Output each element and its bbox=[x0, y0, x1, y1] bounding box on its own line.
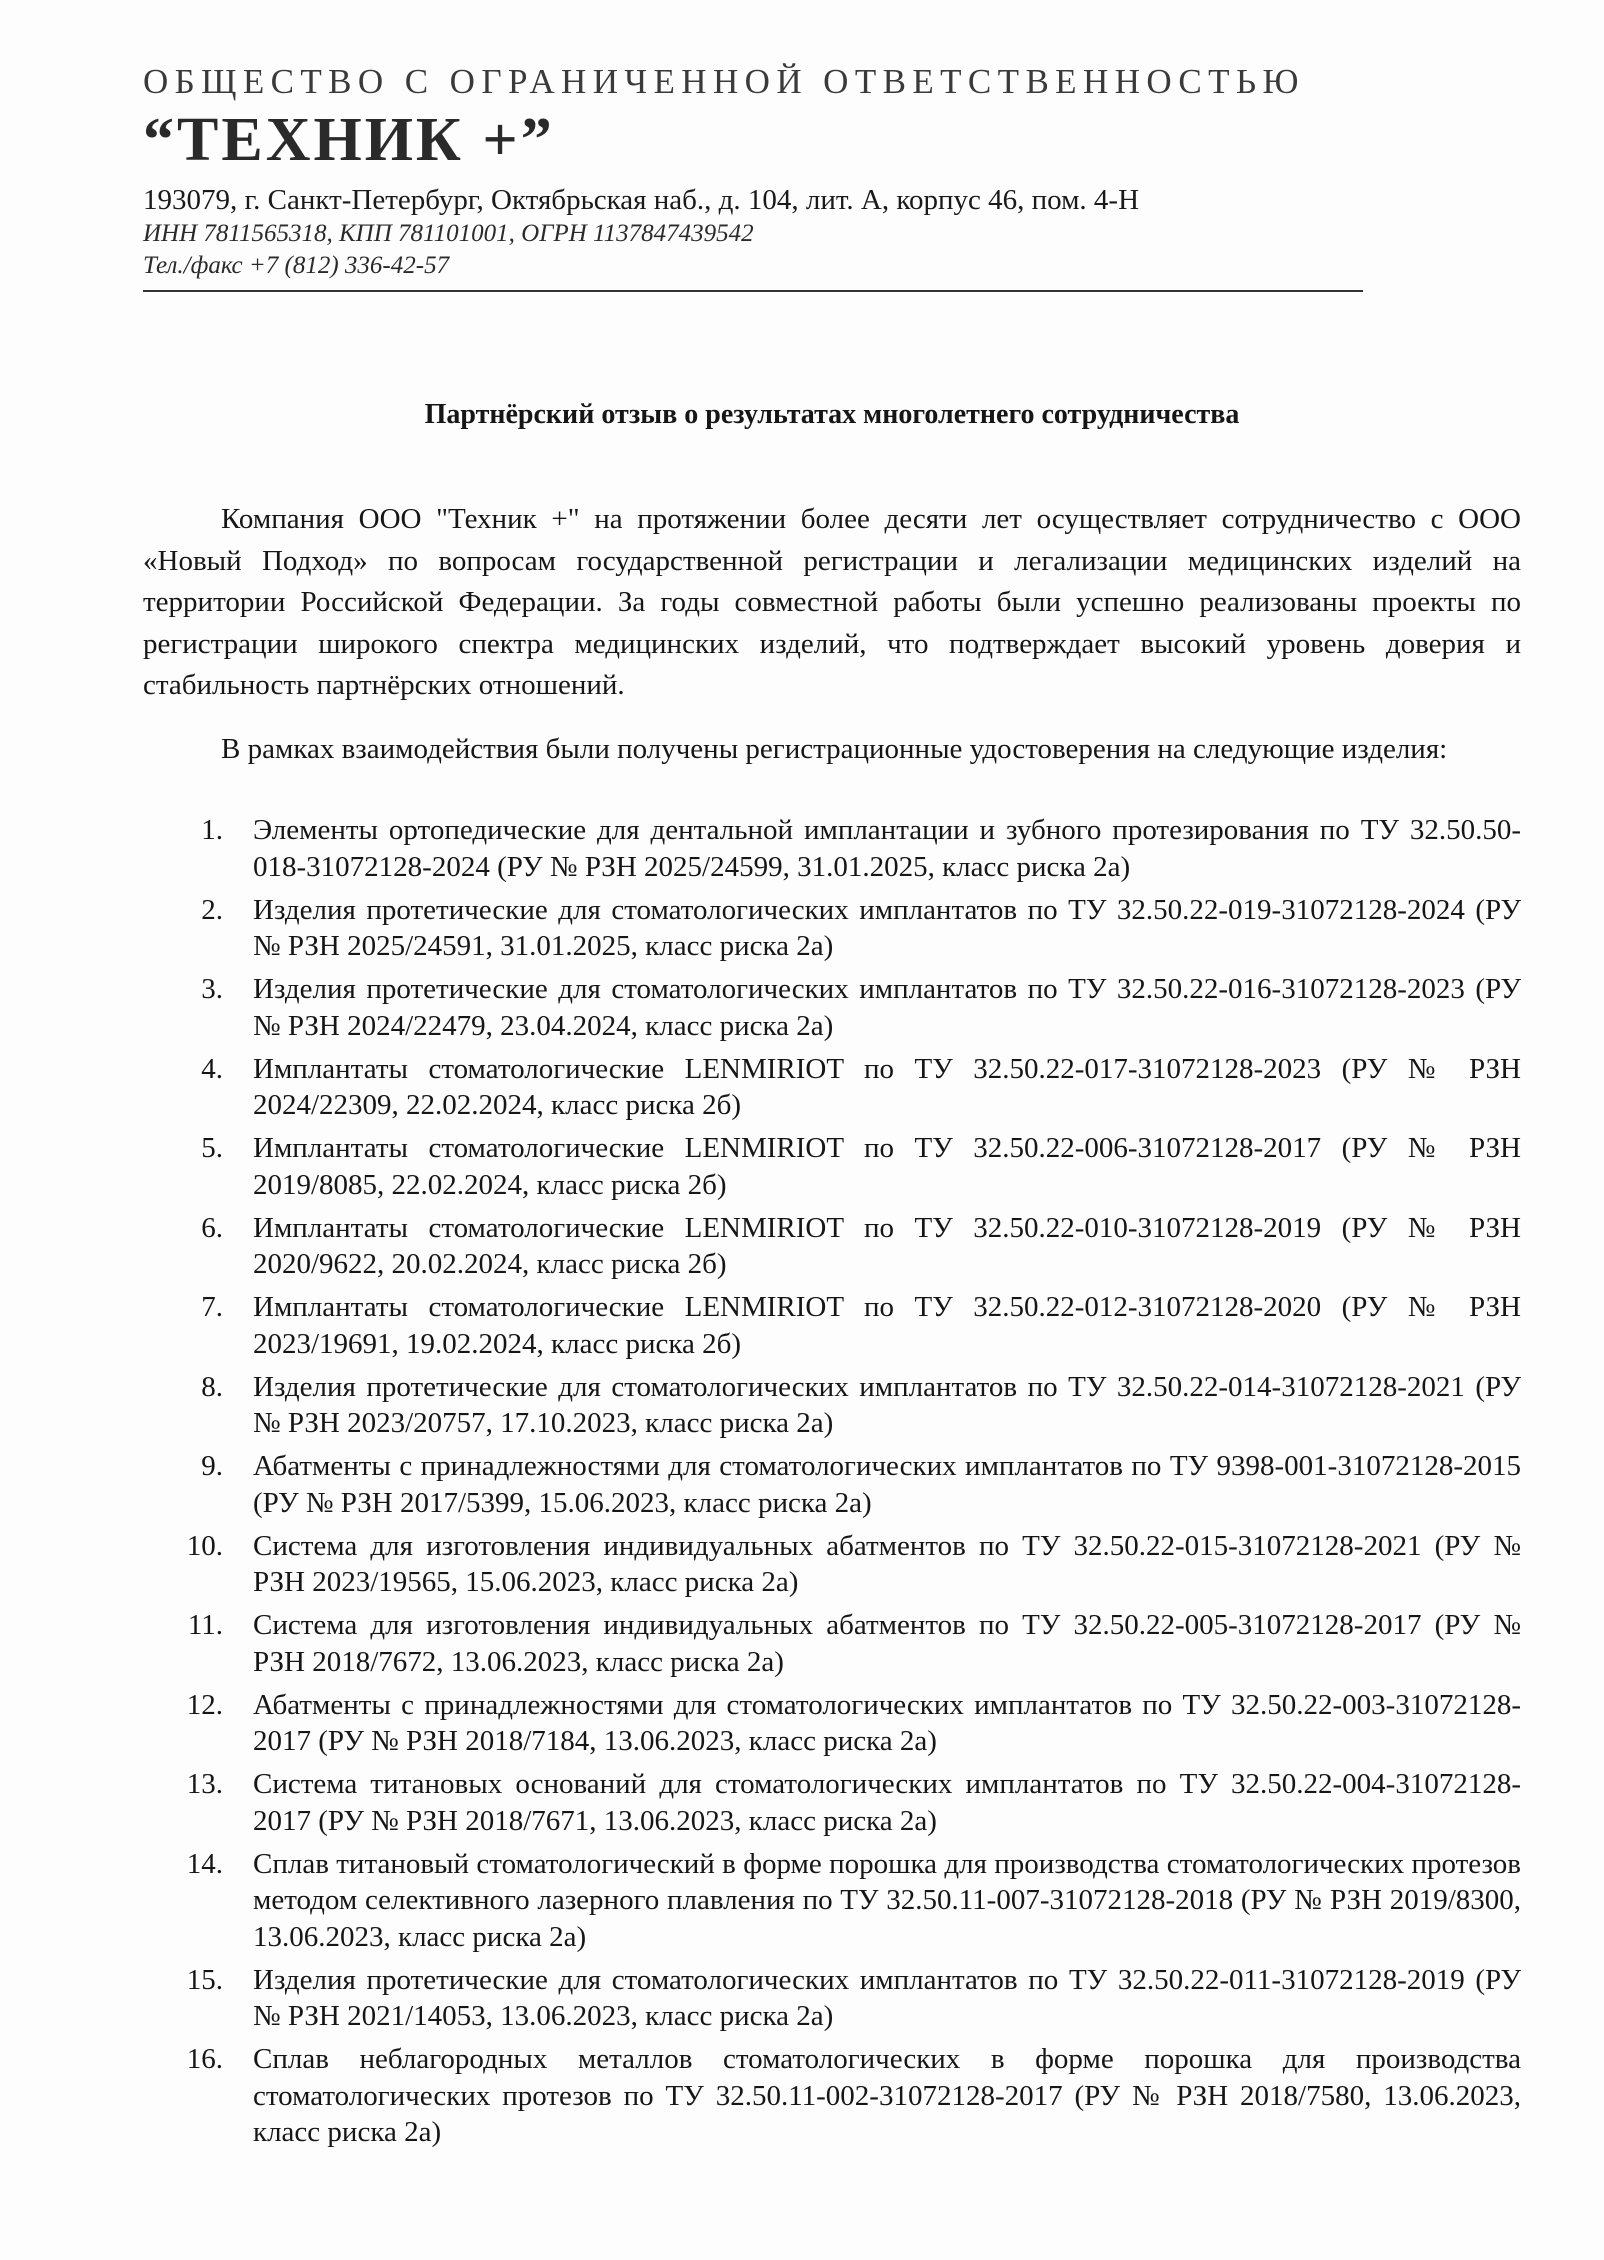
list-item-number: 12. bbox=[186, 1688, 223, 1721]
list-item bbox=[143, 1687, 1521, 1760]
list-intro-paragraph: В рамках взаимодействия были получены регистрационные удостоверения на следующие изделия: bbox=[221, 733, 1448, 765]
list-item bbox=[143, 2041, 1521, 2151]
list-item-number: 5. bbox=[201, 1132, 223, 1164]
list-item-number: 15. bbox=[186, 1963, 223, 1996]
list-item-number: 7. bbox=[201, 1291, 223, 1323]
list-item-text: Имплантаты стоматологические LENMIRIOT по ТУ 32.50.22-012-31072128-2020 (РУ № РЗН 2023/19691, 19.02.2024, класс риска 2б) bbox=[253, 1291, 1521, 1360]
list-item bbox=[143, 1528, 1521, 1601]
list-item-text: Изделия протетические для стоматологических имплантатов по ТУ 32.50.22-014-31072128-2021 (РУ № РЗН 2023/20757, 17.10.2023, класс риска 2а) bbox=[253, 1370, 1521, 1439]
org-type-line: ОБЩЕСТВО С ОГРАНИЧЕННОЙ ОТВЕТСТВЕННОСТЬЮ bbox=[143, 62, 1305, 101]
list-item bbox=[143, 1448, 1521, 1521]
list-item bbox=[143, 1766, 1521, 1839]
list-item bbox=[143, 1051, 1521, 1124]
list-item-text: Изделия протетические для стоматологических имплантатов по ТУ 32.50.22-016-31072128-2023 (РУ № РЗН 2024/22479, 23.04.2024, класс риска 2а) bbox=[253, 973, 1521, 1042]
list-item-text: Имплантаты стоматологические LENMIRIOT по ТУ 32.50.22-006-31072128-2017 (РУ № РЗН 2019/8085, 22.02.2024, класс риска 2б) bbox=[253, 1132, 1521, 1201]
list-item bbox=[143, 1210, 1521, 1283]
letterhead-divider bbox=[143, 290, 1363, 292]
list-item bbox=[143, 1962, 1521, 2035]
list-item-text: Имплантаты стоматологические LENMIRIOT по ТУ 32.50.22-017-31072128-2023 (РУ № РЗН 2024/22309, 22.02.2024, класс риска 2б) bbox=[253, 1052, 1521, 1121]
company-phone: Тел./факс +7 (812) 336-42-57 bbox=[143, 252, 450, 279]
list-item-number: 10. bbox=[186, 1529, 223, 1562]
list-item-text: Имплантаты стоматологические LENMIRIOT по ТУ 32.50.22-010-31072128-2019 (РУ № РЗН 2020/9622, 20.02.2024, класс риска 2б) bbox=[253, 1211, 1521, 1280]
list-item bbox=[143, 1289, 1521, 1362]
list-item-number: 13. bbox=[186, 1768, 223, 1800]
list-item-number: 11. bbox=[187, 1609, 223, 1641]
list-item-number: 2. bbox=[201, 893, 223, 926]
list-item-text: Абатменты с принадлежностями для стоматологических имплантатов по ТУ 32.50.22-003-31072128-2017 (РУ № РЗН 2018/7184, 13.06.2023, класс риска 2а) bbox=[253, 1688, 1521, 1757]
list-item-number: 9. bbox=[201, 1450, 223, 1482]
list-item-number: 6. bbox=[201, 1211, 223, 1244]
list-item bbox=[143, 1369, 1521, 1442]
list-item-number: 4. bbox=[201, 1052, 223, 1085]
list-item bbox=[143, 892, 1521, 965]
list-item bbox=[143, 971, 1521, 1044]
company-name: “ТЕХНИК +” bbox=[143, 106, 555, 174]
registration-list bbox=[143, 812, 1521, 2157]
list-item-text: Абатменты с принадлежностями для стоматологических имплантатов по ТУ 9398-001-31072128-2015 (РУ № РЗН 2017/5399, 15.06.2023, класс риска 2а) bbox=[253, 1450, 1521, 1519]
list-item-number: 16. bbox=[186, 2043, 223, 2075]
list-item-number: 14. bbox=[186, 1847, 223, 1880]
list-item bbox=[143, 1130, 1521, 1203]
list-item-number: 1. bbox=[201, 814, 223, 846]
company-address: 193079, г. Санкт-Петербург, Октябрьская наб., д. 104, лит. А, корпус 46, пом. 4-Н bbox=[143, 184, 1140, 216]
list-item-number: 3. bbox=[201, 973, 223, 1005]
company-requisites: ИНН 7811565318, КПП 781101001, ОГРН 1137847439542 bbox=[143, 220, 754, 247]
list-item-text: Изделия протетические для стоматологических имплантатов по ТУ 32.50.22-019-31072128-2024 (РУ № РЗН 2025/24591, 31.01.2025, класс риска 2а) bbox=[253, 893, 1521, 962]
list-item bbox=[143, 1607, 1521, 1680]
list-item bbox=[143, 812, 1521, 885]
list-item-text: Система для изготовления индивидуальных абатментов по ТУ 32.50.22-005-31072128-2017 (РУ № РЗН 2018/7672, 13.06.2023, класс риска 2а) bbox=[253, 1609, 1521, 1678]
list-item-number: 8. bbox=[201, 1370, 223, 1403]
list-item-text: Изделия протетические для стоматологических имплантатов по ТУ 32.50.22-011-31072128-2019 (РУ № РЗН 2021/14053, 13.06.2023, класс риска 2а) bbox=[253, 1963, 1521, 2032]
list-item-text: Сплав титановый стоматологический в форме порошка для производства стоматологических протезов методом селективного лазерного плавления по ТУ 32.50.11-007-31072128-2018 (РУ № РЗН 2019/8300, 13.06.2023, класс риска 2а) bbox=[253, 1847, 1521, 1953]
list-item-text: Элементы ортопедические для дентальной имплантации и зубного протезирования по ТУ 32.50.50-018-31072128-2024 (РУ № РЗН 2025/24599, 31.01.2025, класс риска 2а) bbox=[253, 814, 1521, 883]
letterhead bbox=[143, 60, 1363, 282]
list-item-text: Система для изготовления индивидуальных абатментов по ТУ 32.50.22-015-31072128-2021 (РУ № РЗН 2023/19565, 15.06.2023, класс риска 2а) bbox=[253, 1529, 1521, 1598]
list-item bbox=[143, 1846, 1521, 1956]
document-title: Партнёрский отзыв о результатах многолетнего сотрудничества bbox=[424, 399, 1240, 430]
intro-paragraph: Компания ООО "Техник +" на протяжении более десяти лет осуществляет сотрудничество с ООО «Новый Подход» по вопросам государственной регистрации и легализации медицинских изделий на территории Российской Федерации. За годы совместной работы были успешно реализованы проекты по регистрации широкого спектра медицинских изделий, что подтверждает высокий уровень доверия и стабильность партнёрских отношений. bbox=[143, 503, 1521, 701]
list-item-text: Сплав неблагородных металлов стоматологических в форме порошка для производства стоматологических протезов по ТУ 32.50.11-002-31072128-2017 (РУ № РЗН 2018/7580, 13.06.2023, класс риска 2а) bbox=[253, 2043, 1521, 2148]
list-item-text: Система титановых оснований для стоматологических имплантатов по ТУ 32.50.22-004-31072128-2017 (РУ № РЗН 2018/7671, 13.06.2023, класс риска 2а) bbox=[253, 1768, 1521, 1837]
